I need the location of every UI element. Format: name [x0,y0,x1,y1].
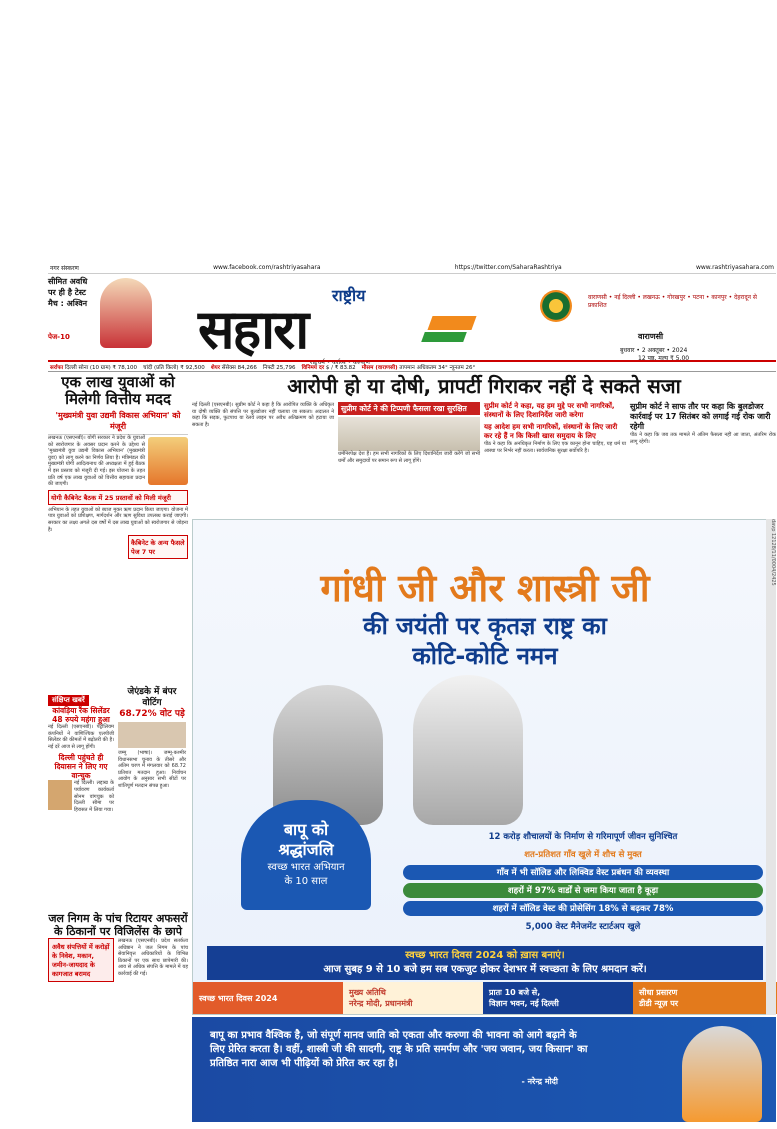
shastri-portrait [413,675,523,825]
logo-saffron-stripe [427,316,476,330]
stat-item: शत-प्रतिशत गाँव खुले में शौच से मुक्त [524,850,642,860]
masthead [48,276,776,366]
supreme-court-photo [338,417,480,451]
tagline: राष्ट्रधर्म • कर्तव्य • कल्याण [310,359,370,366]
live-label: सीधा प्रसारण [639,988,678,997]
left-subhead: 'मुख्यमंत्री युवा उद्यमी विकास अभियान' को मंजूरी [48,410,188,435]
briefs-col-2 [118,687,186,790]
jk-head[interactable]: जेएंडके में बंपर वोटिंग [127,687,177,708]
lead-bullet-2: यह आदेश हम सभी नागरिकों, संस्थानों के लिए जारी कर रहे हैं न कि किसी खास समुदाय के लिए [484,423,618,440]
briefs-tag: संक्षिप्त खबरें [48,695,89,706]
city-name: वाराणसी [638,332,664,341]
cricketer-photo [100,278,152,348]
lead-col-4 [630,402,776,445]
promo-line-2: पर ही है टेस्ट [48,288,86,297]
lead-col-3 [484,402,626,454]
ad-side-code: davp 12128/11/0004/2425 [766,519,776,1015]
brief-2-body: नई दिल्ली। लद्दाख के पर्यावरण कार्यकर्ता सोनम वांगचुक को दिल्ली सीमा पर हिरासत में लिया गया। [74,780,114,813]
brief-1-body: नई दिल्ली (एसएनबी)। पेट्रोलियम कंपनियों ने वाणिज्यिक एलपीजी सिलेंडर की कीमतों में बढ़ोतरी की है। नई दरें आज से लागू होंगी। [48,724,114,750]
live-broadcast [633,982,777,1014]
edition-label: नगर संस्करण [50,264,79,272]
ad-banner-line-1: स्वच्छ भारत दिवस 2024 को ख़ास बनाएं। [405,950,565,961]
vigilance-box: अवैध संपत्तियों में करोड़ों के निवेश, मकान, जमीन-जायदाद के कागजात बरामद [48,938,114,982]
market-ticker: सर्राफा दिल्ली सोना (10 ग्राम) ₹ 78,100 चांदी (प्रति किलो) ₹ 92,500 शेयर सेंसेक्स 84,266 निफ्टी 25,796 विनिमय दर $ / ₹ 83.82 मौसम (वाराणसी) तापमान अधिकतम 34° न्यूनतम 26° [48,360,776,372]
left-bottom-story [48,912,188,982]
stat-item: शहरों में सॉलिड वेस्ट की प्रोसेसिंग 18% से बढ़कर 78% [403,901,763,916]
bapu-line-2: श्रद्धांजलि [278,840,334,859]
voters-photo [118,722,186,748]
chief-minister-photo [148,437,188,485]
dateline: बुधवार • 2 अक्तूबर • 2024 [620,347,688,354]
event-place: विज्ञान भवन, नई दिल्ली [489,999,559,1008]
lead-story [192,374,776,464]
lead-col-4-body: पीठ ने कहा कि जब तक मामले में अंतिम फैसला नहीं आ जाता, अंतरिम रोक लागू रहेगी। [630,432,776,445]
jk-pct: 68.72% वोट पड़े [119,709,185,719]
ad-event-strip [193,982,777,1014]
briefs-col-1 [48,687,114,813]
chief-guest [343,982,483,1014]
bapu-tribute-panel [241,800,371,910]
brief-1-head[interactable]: कांवड़िया रैंक सिलेंडर 48 रुपये महंगा हुआ [52,706,110,724]
pages-price: 12 पृष्ठ, मूल्य ₹ 5.00 [638,355,690,362]
logo-green-stripe [421,332,467,342]
ad-stats [403,826,763,937]
sc-remark-box: सुप्रीम कोर्ट ने की टिप्पणी फैसला रखा सुरक्षित [338,402,480,415]
bapu-line-3: स्वच्छ भारत अभियान [267,862,345,873]
cabinet-page-ref[interactable]: कैबिनेट के अन्य फैसले पेज 7 पर [128,535,188,559]
briefs-section [48,687,188,813]
left-body-2: अभियान के तहत युवाओं को ब्याज मुक्त ऋण प्रदान किया जाएगा। योजना में पात्र युवाओं को प्रशिक्षण, मार्गदर्शन और ऋण सुविधा उपलब्ध कराई जाएगी। सरकार का लक्ष्य अगले दस वर्षों में दस लाख युवाओं को स्वरोजगार से जोड़ना है। [48,506,188,533]
stat-item: 12 करोड़ शौचालयों के निर्माण से गरिमापूर्ण जीवन सुनिश्चित [488,832,678,842]
promo-page-ref: पेज-10 [48,333,70,341]
stat-item: 5,000 वेस्ट मैनेजमेंट स्टार्टअप खुले [525,922,641,932]
left-body-1: लखनऊ (एसएनबी)। योगी सरकार ने प्रदेश के युवाओं को स्वरोजगार के अवसर प्रदान करने के उद्देश्य से 'मुख्यमंत्री युवा उद्यमी विकास अभियान' (मुख्यमंत्री युवा) को लागू करने का निर्णय लिया है। मंत्रिमंडल की मुख्यमंत्री योगी आदित्यनाथ की अध्यक्षता में हुई बैठक में इस प्रस्ताव को मंजूरी दी गई। इस योजना के तहत प्रति वर्ष एक लाख युवाओं को वित्तीय सहायता प्रदान की जाएगी। [48,435,145,488]
ad-title-1: गांधी जी और शास्त्री जी [320,566,650,610]
stat-item: शहरों में 97% वार्डों से जमा किया जाता है कूड़ा [403,883,763,898]
chief-guest-name: नरेन्द्र मोदी, प्रधानमंत्री [349,999,413,1008]
lead-story-columns [192,402,776,522]
ad-banner-line-2: आज सुबह 9 से 10 बजे हम सब एकजुट होकर देशभर में स्वच्छता के लिए श्रमदान करें। [323,964,647,975]
chief-guest-label: मुख्य अतिथि [349,988,386,997]
twitter-link[interactable]: https://twitter.com/SaharaRashtriya [454,264,562,271]
bapu-line-4: के 10 साल [284,876,328,887]
swachh-label: स्वच्छ भारत दिवस 2024 [193,982,343,1014]
newspaper-page [48,262,776,1122]
lead-col-1 [192,402,334,428]
promo-line-3: मैच : अश्विन [48,299,88,308]
bapu-line-1: बापू को [283,820,329,839]
promo-box[interactable] [48,276,188,356]
stat-item: गाँव में भी सॉलिड और लिक्विड वेस्ट प्रबंधन की व्यवस्था [403,865,763,880]
lead-col-4-head: सुप्रीम कोर्ट ने साफ तौर पर कहा कि बुलडोजर कार्रवाई पर 17 सितंबर को लगाई गई रोक जारी रहेगी [630,402,771,431]
brief-2-head[interactable]: दिल्ली पहुंचते ही दियासन ने लिए गए वान्चुक [54,753,108,781]
ad-title-3: कोटि-कोटि नमन [412,642,558,670]
government-ad[interactable] [192,519,776,1015]
vigilance-body: लखनऊ (एसएनबी)। प्रदेश सतर्कता अधिष्ठान ने जल निगम के पांच सेवानिवृत्त अधिकारियों के विभिन्न ठिकानों पर एक साथ छापेमारी की। आय से अधिक संपत्ति के मामले में यह कार्रवाई की गई। [118,938,188,977]
editions-list: वाराणसी • नई दिल्ली • लखनऊ • गोरखपुर • पटना • कानपुर • देहरादून से प्रकाशित [588,294,757,309]
website-link[interactable]: www.rashtriyasahara.com [695,264,774,271]
logo-small-text: राष्ट्रीय [332,286,366,305]
facebook-link[interactable]: www.facebook.com/rashtriyasahara [213,264,321,271]
live-channel: डीडी न्यूज़ पर [639,999,679,1008]
event-time: प्रातः 10 बजे से, [489,988,541,997]
ad-cta-banner [207,946,763,980]
jk-body: जम्मू (भाषा)। जम्मू-कश्मीर विधानसभा चुनाव के तीसरे और अंतिम चरण में मंगलवार को 68.72 प्रतिशत मतदान हुआ। निर्वाचन आयोग के अनुसार सभी सीटों पर शांतिपूर्ण मतदान संपन्न हुआ। [118,750,186,789]
pm-quote-panel [192,1017,776,1122]
newspaper-logo: सहारा [198,297,308,361]
pm-quote-text: बापू का प्रभाव वैश्विक है, जो संपूर्ण मानव जाति को एकता और करुणा की भावना को आगे बढ़ाने के लिए प्रेरित करता है। वहीं, शास्त्री जी की सादगी, राष्ट्र के प्रति समर्पण और 'जय जवान, जय किसान' का प्रतिष्ठित नारा आज भी पीढ़ियों को प्रेरित कर रहा है। [210,1030,588,1069]
pm-quote-author: - नरेन्द्र मोदी [521,1077,558,1086]
emblem-icon [540,290,572,322]
left-headline[interactable]: एक लाख युवाओं को मिलेगी वित्तीय मदद [61,373,175,408]
promo-line-1: सीमित अवधि [48,277,88,286]
lead-bullet-1: सुप्रीम कोर्ट ने कहा, यह हम मुद्दे पर सभी नागरिकों, संस्थानों के लिए दिशानिर्देश जारी करेगा [484,402,615,419]
brief-2-photo [48,780,72,810]
lead-col-2-body: धर्मनिरपेक्ष देश है। हम सभी नागरिकों के लिए दिशानिर्देश जारी करेंगे जो सभी धर्मों और समुदायों पर समान रूप से लागू होंगे। [338,451,480,464]
lead-col-2 [338,402,480,464]
event-venue [483,982,633,1014]
cabinet-box: योगी कैबिनेट बैठक में 25 प्रस्तावों को मिली मंजूरी [48,490,188,505]
pm-portrait [682,1026,762,1122]
vigilance-headline[interactable]: जल निगम के पांच रिटायर अफसरों के ठिकानों पर विजिलेंस के छापे [48,912,188,938]
lead-col-1-body: नई दिल्ली (एसएनबी)। सुप्रीम कोर्ट ने कहा है कि आरोपित व्यक्ति के अधिकृत या दोषी व्यक्ति की संपत्ति पर बुलडोजर नहीं चलाया जा सकता। अदालत ने कहा कि सड़क, फुटपाथ या रेलवे लाइन पर अवैध अतिक्रमण को हटाया जा सकता है। [192,402,334,428]
ad-title-2: की जयंती पर कृतज्ञ राष्ट्र का [363,612,607,640]
social-links-bar [48,262,776,274]
lead-col-3-body: पीठ ने कहा कि अनधिकृत निर्माण के लिए एक कानून होना चाहिए, यह धर्म या आस्था पर निर्भर नहीं करता। सार्वजनिक सुरक्षा सर्वोपरि है। [484,441,626,454]
lead-headline[interactable]: आरोपी हो या दोषी, प्रापर्टी गिराकर नहीं दे सकते सजा [287,374,681,398]
